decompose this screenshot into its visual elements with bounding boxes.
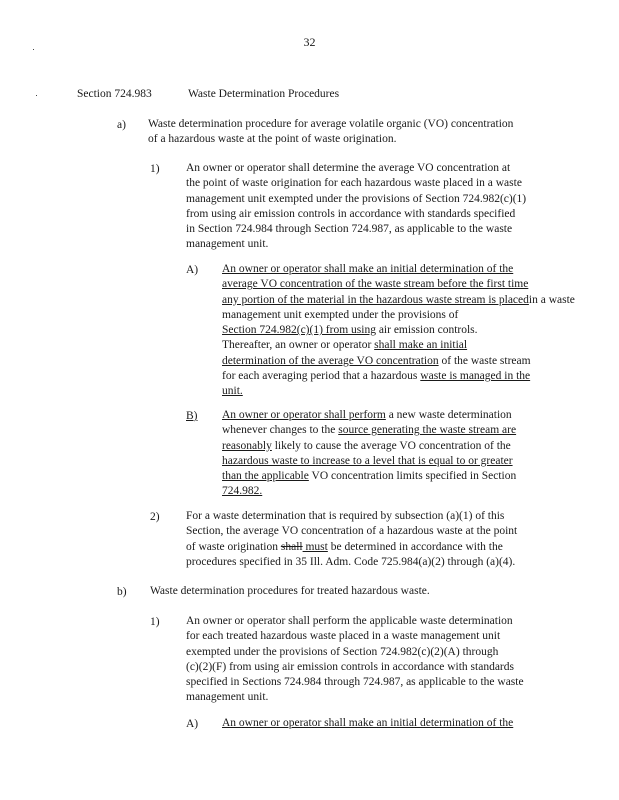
section-number: Section 724.983 [77,88,152,100]
inserted-text: must [302,540,328,553]
amended-underline: An owner or operator shall make an initial determination of the average VO concentration of the waste stream before the first time any portion of the material in the hazardous waste stream is placed [222,263,529,306]
amended-underline: An owner or operator shall perform [222,409,386,421]
paragraph-a2-label: 2) [150,511,160,523]
paragraph-b1-label: 1) [150,616,160,628]
subparagraph-a1A-label: A) [186,264,199,276]
struck-text: shall [280,540,303,553]
scan-speck [33,49,34,50]
subsection-b-text: Waste determination procedures for treated hazardous waste. [150,585,430,597]
amended-underline: 724.982. [222,485,263,498]
scan-speck [36,95,37,96]
subparagraph-a1B-label: B) [186,410,198,422]
subsection-a-label: a) [117,119,126,131]
page-number: 32 [303,35,316,49]
amended-underline: hazardous waste to increase to a level that is equal to or greater than the applicable [222,454,513,483]
subsection-b-label: b) [117,586,127,598]
amended-underline: Section 724.982(c)(1) from using [222,324,376,337]
amended-underline: shall make an initial determination of the average VO concentration [222,339,468,367]
paragraph-b1-text: An owner or operator shall perform the applicable waste determination for each treated hazardous waste placed in a waste management unit exempted under the provisions of Section 724.982(c)(2)(A) through (c)(2)(F) from using air emission controls in accordance with standards specified in Sections 724.984 through 724.987, as applicable to the waste management unit. [186,615,524,704]
subparagraph-b1A-text [222,716,602,731]
paragraph-a1-label: 1) [150,163,160,175]
amended-underline: source generating the waste stream are reasonably [222,424,517,452]
paragraph-a2-text: For a waste determination that is required by subsection (a)(1) of this Section, the average VO concentration of a hazardous waste at the point of waste origination shall must be determined in accordance with the procedures specified in 35 Ill. Adm. Code 725.984(a)(2) through (a)(4). [186,510,518,568]
section-title: Waste Determination Procedures [188,88,340,100]
subparagraph-a1A-text: An owner or operator shall make an initial determination of the average VO concentration of the waste stream before the first time any portion of the material in the hazardous waste stream is placedin a waste management unit exempted under the provisions of Section 724.982(c)(1) from using air emission controls. Thereafter, an owner or operator shall make an initial determination of the average VO concentration of the waste stream for each averaging period that a hazardous waste is managed in the unit. [222,263,575,398]
amended-underline: waste is managed in the unit. [222,370,531,398]
subparagraph-b1A-label: A) [186,718,199,730]
amended-underline: An owner or operator shall make an initial determination of the [222,717,514,729]
subparagraph-a1B-text: An owner or operator shall perform a new waste determination whenever changes to the source generating the waste stream are reasonably likely to cause the average VO concentration of the hazardous waste to increase to a level that is equal to or greater than the applicable VO concentration limits specified in Section 724.982. [222,409,517,498]
section-heading [77,88,339,100]
paragraph-a1-text: An owner or operator shall determine the average VO concentration at the point of waste origination for each hazardous waste placed in a waste management unit exempted under the provisions of Section 724.982(c)(1) from using air emission controls in accordance with standards specified in Section 724.984 through Section 724.987, as applicable to the waste management unit. [186,162,527,251]
subsection-a-text: Waste determination procedure for average volatile organic (VO) concentration of a hazardous waste at the point of waste origination. [148,118,514,146]
